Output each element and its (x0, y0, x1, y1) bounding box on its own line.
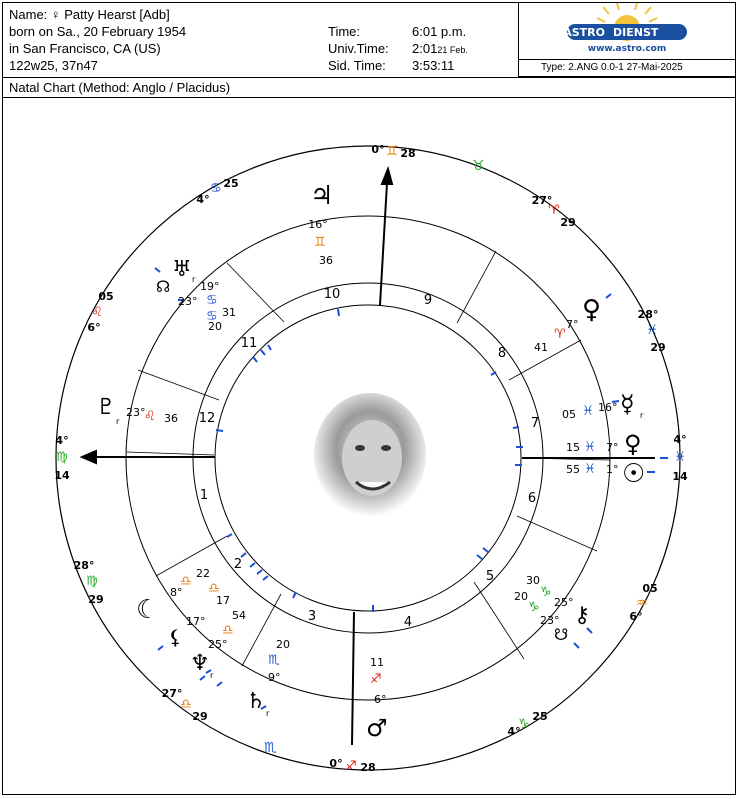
asc-arrow-icon (82, 451, 96, 463)
svg-text:05: 05 (642, 582, 658, 595)
cusp-label-10 (371, 143, 415, 160)
planet-node (156, 277, 236, 324)
svg-text:36: 36 (164, 412, 178, 425)
planet-saturn (246, 638, 290, 718)
svg-text:27°: 27° (531, 194, 553, 207)
gemini-icon: ♊ (386, 144, 398, 159)
svg-text:r: r (266, 709, 270, 718)
cusp-label-2 (74, 559, 104, 606)
svg-text:r: r (210, 671, 214, 680)
mars-icon: ♂ (366, 714, 388, 742)
sun-icon: ☉ (622, 459, 646, 489)
time-label: Time: (328, 24, 361, 39)
svg-text:1°: 1° (606, 463, 619, 476)
svg-text:4°: 4° (507, 725, 521, 738)
svg-text:31: 31 (222, 306, 236, 319)
time-value: 6:01 p.m. (412, 24, 467, 39)
svg-text:30: 30 (526, 574, 540, 587)
cusp-label-3 (162, 687, 208, 723)
svg-text:54: 54 (232, 609, 246, 622)
cusp-line-6 (517, 516, 597, 551)
svg-text:20: 20 (208, 320, 222, 333)
mc-axis (380, 183, 387, 305)
capricorn-icon: ♑ (540, 585, 552, 600)
cancer-icon: ♋ (210, 181, 222, 196)
sid-time-value: 3:53:11 (412, 58, 455, 73)
univ-time-label: Univ.Time: (328, 41, 389, 56)
svg-text:14: 14 (672, 470, 688, 483)
svg-text:r: r (192, 275, 196, 284)
house-number-11: 11 (240, 336, 258, 351)
svg-text:4°: 4° (673, 433, 687, 446)
planet-venus-pisces (566, 430, 642, 458)
planet-jupiter (308, 181, 333, 267)
svg-text:0°: 0° (371, 143, 385, 156)
planet-venus-aries (534, 295, 601, 354)
pisces-icon: ♓ (674, 450, 686, 465)
cusp-label-11 (196, 177, 238, 206)
leo-icon: ♌ (144, 409, 156, 424)
house-number-4: 4 (403, 615, 413, 630)
uranus-icon: ♅ (172, 257, 192, 282)
house-number-1: 1 (199, 488, 209, 503)
cusp-line-12 (138, 370, 219, 400)
svg-text:7°: 7° (566, 318, 579, 331)
svg-text:4°: 4° (196, 193, 210, 206)
house-number-2: 2 (233, 557, 243, 572)
capricorn-icon: ♑ (518, 717, 530, 732)
univ-time-value: 2:0121 Feb. (412, 41, 468, 56)
svg-text:28: 28 (360, 761, 376, 774)
saturn-icon: ♄ (246, 689, 266, 714)
svg-text:22: 22 (196, 567, 210, 580)
house-number-5: 5 (485, 569, 495, 584)
mc-arrow-icon (382, 169, 392, 184)
house-number-12: 12 (198, 411, 216, 426)
scorpio-icon: ♏ (264, 740, 277, 756)
svg-text:25°: 25° (554, 596, 574, 609)
logo-url: www.astro.com (587, 44, 667, 54)
cusp-label-12 (87, 290, 113, 334)
svg-text:17°: 17° (186, 615, 206, 628)
libra-icon: ♎ (180, 697, 192, 712)
svg-text:8°: 8° (170, 586, 183, 599)
portrait (306, 388, 434, 520)
logo-brand: ASTRO (563, 26, 605, 39)
chart-title: Natal Chart (Method: Anglo / Placidus) (9, 80, 231, 95)
svg-text:0°: 0° (329, 757, 343, 770)
svg-text:25: 25 (532, 710, 548, 723)
planet-mars (366, 656, 388, 742)
svg-text:55: 55 (566, 463, 580, 476)
cusp-label-4 (329, 757, 375, 774)
capricorn-icon: ♑ (528, 600, 540, 615)
svg-text:20: 20 (514, 590, 528, 603)
leo-icon: ♌ (91, 305, 103, 320)
cusp-line-9 (457, 251, 496, 323)
pisces-icon: ♓ (646, 323, 658, 338)
svg-text:36: 36 (319, 254, 333, 267)
house-number-3: 3 (307, 609, 317, 624)
planet-pluto (96, 395, 178, 426)
svg-text:6°: 6° (629, 610, 643, 623)
svg-text:6°: 6° (87, 321, 101, 334)
svg-text:15: 15 (566, 441, 580, 454)
sagittarius-icon: ♐ (370, 672, 382, 687)
aries-icon: ♈ (548, 203, 560, 218)
svg-text:23°: 23° (126, 406, 146, 419)
coords-line: 122w25, 37n47 (9, 58, 98, 73)
jupiter-icon: ♃ (310, 181, 334, 211)
svg-text:20: 20 (276, 638, 290, 651)
svg-text:16°: 16° (308, 218, 328, 231)
house-number-9: 9 (423, 293, 433, 308)
svg-text:4°: 4° (55, 434, 69, 447)
taurus-icon: ♉ (472, 158, 485, 174)
planet-sun (566, 459, 645, 489)
svg-text:7°: 7° (606, 441, 619, 454)
svg-text:05: 05 (98, 290, 114, 303)
south-node-icon: ☋ (554, 625, 569, 644)
aries-icon: ♈ (554, 327, 566, 342)
cusp-label-8 (638, 308, 666, 354)
cancer-icon: ♋ (206, 293, 218, 308)
svg-text:29: 29 (650, 341, 666, 354)
cusp-label-1 (54, 434, 70, 482)
scorpio-icon: ♏ (268, 653, 280, 668)
svg-text:29: 29 (88, 593, 104, 606)
planet-mercury (562, 390, 644, 421)
aquarius-icon: ♒ (636, 596, 648, 611)
gemini-icon: ♊ (314, 235, 326, 250)
svg-text:19°: 19° (200, 280, 220, 293)
svg-text:25: 25 (223, 177, 239, 190)
chiron-icon: ⚷ (574, 603, 591, 628)
svg-text:r: r (116, 417, 120, 426)
sagittarius-icon: ♐ (345, 759, 357, 774)
svg-text:41: 41 (534, 341, 548, 354)
cusp-label-5 (507, 710, 547, 738)
svg-text:27°: 27° (161, 687, 183, 700)
neptune-icon: ♆ (190, 651, 210, 676)
svg-text:29: 29 (560, 216, 576, 229)
libra-icon: ♎ (180, 574, 192, 589)
virgo-icon: ♍ (56, 450, 68, 465)
north-node-icon: ☊ (156, 277, 171, 296)
house-number-8: 8 (497, 346, 507, 361)
pisces-icon: ♓ (582, 404, 594, 419)
libra-icon: ♎ (222, 623, 234, 638)
svg-text:14: 14 (54, 469, 70, 482)
svg-text:11: 11 (370, 656, 384, 669)
svg-text:23°: 23° (540, 614, 560, 627)
svg-text:28°: 28° (73, 559, 95, 572)
house-number-7: 7 (530, 416, 540, 431)
svg-text:05: 05 (562, 408, 576, 421)
cancer-icon: ♋ (206, 309, 218, 324)
name-line: Name: ♀ Patty Hearst [Adb] (9, 7, 170, 22)
svg-text:28: 28 (400, 147, 416, 160)
venus-icon: ♀ (624, 430, 642, 458)
univ-time-date: 21 Feb. (437, 45, 468, 55)
house-number-10: 10 (323, 287, 341, 302)
svg-text:17: 17 (216, 594, 230, 607)
logo-brand2: DIENST (613, 26, 659, 39)
cusp-line-2 (156, 536, 227, 576)
cusp-label-7 (672, 433, 688, 483)
virgo-icon: ♍ (86, 574, 98, 589)
house-number-6: 6 (527, 491, 537, 506)
venus-icon: ♀ (582, 295, 602, 325)
sid-time-label: Sid. Time: (328, 58, 386, 73)
type-line: Type: 2.ANG 0.0-1 27-Mai-2025 (518, 60, 736, 77)
pisces-icon: ♓ (584, 462, 596, 477)
cusp-label-9 (532, 194, 576, 229)
lilith-icon: ⚸ (168, 625, 183, 649)
svg-text:23°: 23° (178, 295, 198, 308)
svg-text:25°: 25° (208, 638, 228, 651)
place-line: in San Francisco, CA (US) (9, 41, 161, 56)
svg-text:9°: 9° (268, 671, 281, 684)
born-line: born on Sa., 20 February 1954 (9, 24, 187, 39)
cusp-label-6 (629, 582, 657, 623)
svg-text:29: 29 (192, 710, 208, 723)
cusp-line-1 (127, 452, 214, 455)
mercury-icon: ☿ (620, 390, 635, 418)
pisces-icon: ♓ (584, 440, 596, 455)
svg-text:16°: 16° (598, 401, 618, 414)
pluto-icon: ♇ (96, 395, 116, 420)
svg-text:r: r (640, 411, 644, 420)
moon-icon: ☾ (136, 595, 160, 625)
svg-text:28°: 28° (637, 308, 659, 321)
libra-icon: ♎ (208, 581, 220, 596)
svg-text:6°: 6° (374, 693, 387, 706)
